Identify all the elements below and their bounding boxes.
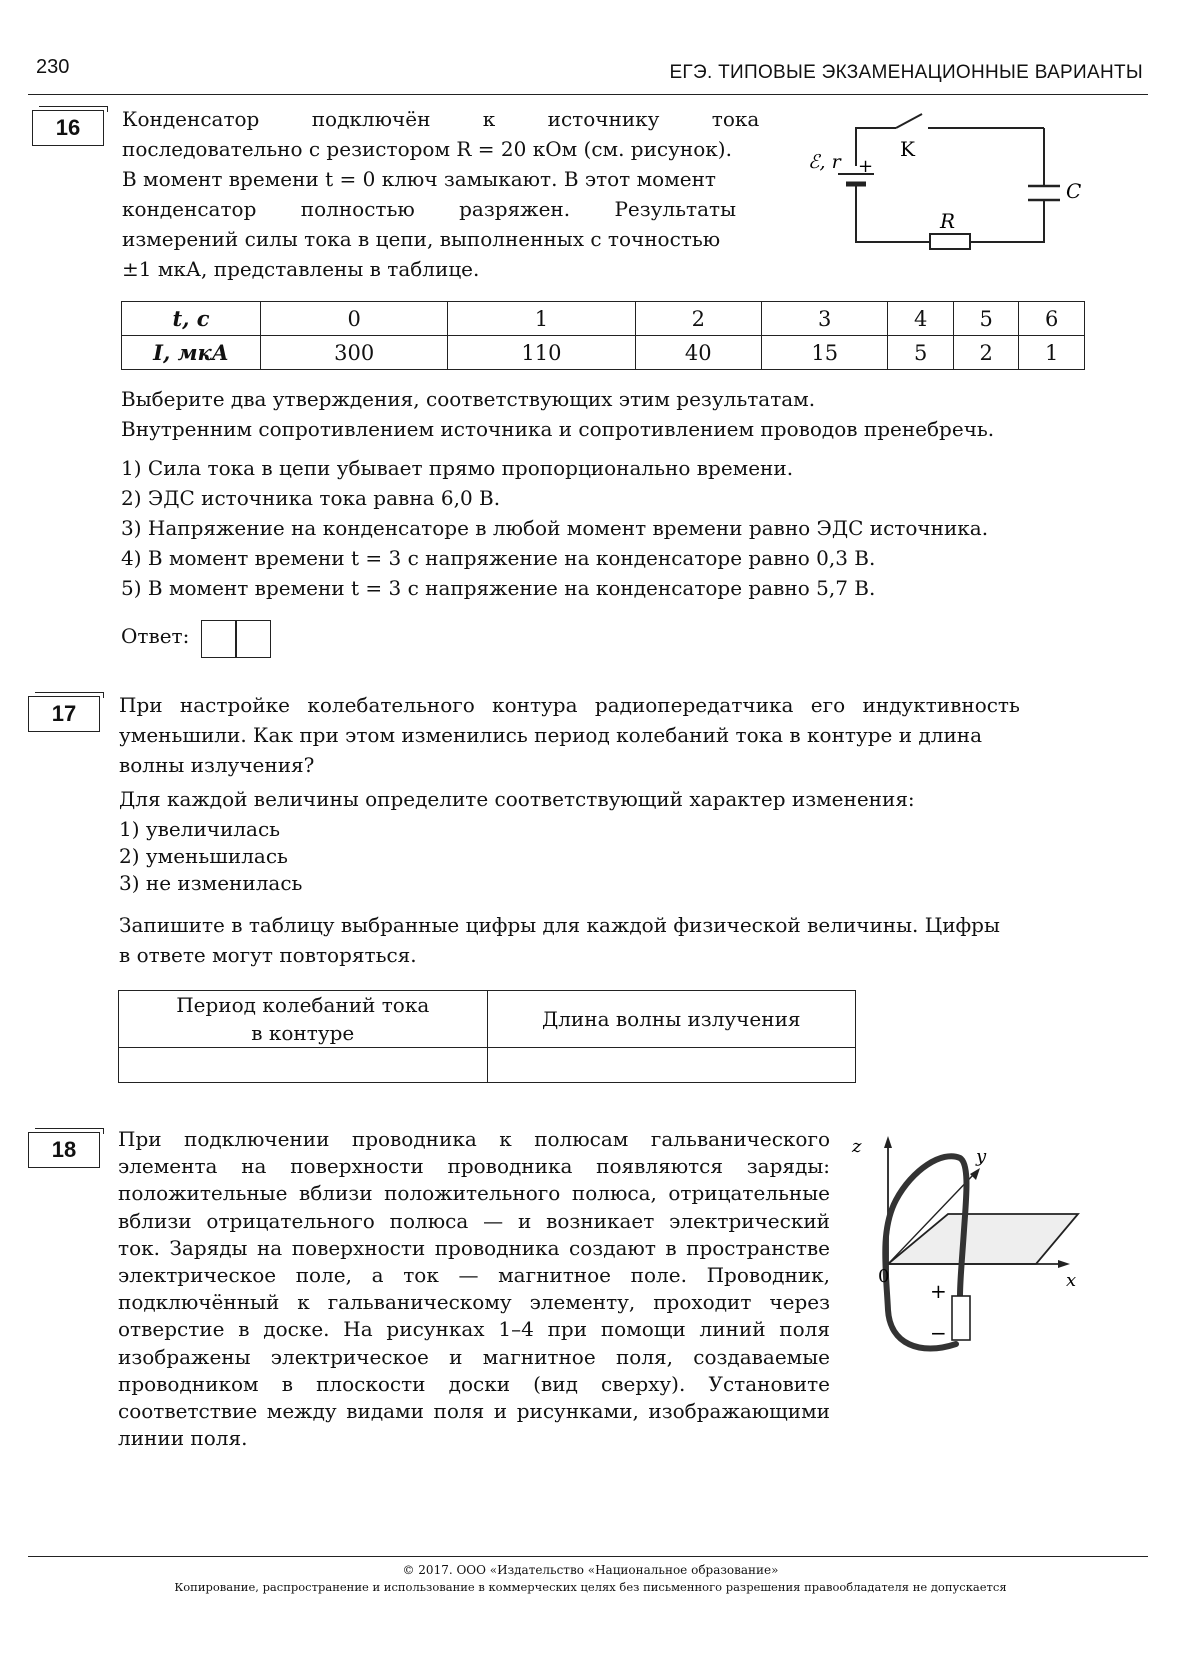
q16-line-4: конденсатор полностью разряжен. Результаты [122, 197, 736, 221]
table-cell: 1 [1019, 336, 1085, 370]
q16-line-5: измерений силы тока в цепи, выполненных с точностью [122, 227, 721, 251]
q16-line-2: последовательно с резистором R = 20 кОм (см. рисунок). [122, 137, 732, 161]
resistor-icon [930, 234, 970, 249]
origin-label: 0 [878, 1266, 890, 1287]
battery-plus-label: + [858, 156, 874, 177]
q18-line-3: положительные вблизи положительного полюса, отрицательные [118, 1181, 830, 1206]
table-row-time [122, 302, 1085, 336]
cell-minus-label: − [930, 1321, 947, 1345]
q18-line-5: ток. Заряды на поверхности проводника создают в пространстве [118, 1235, 830, 1260]
table-cell: 0 [261, 302, 448, 336]
q18-line-7: подключённый к гальваническому элементу, проходит через [118, 1290, 830, 1315]
q16-option-3: 3) Напряжение на конденсаторе в любой момент времени равно ЭДС источника. [121, 516, 989, 540]
capacitor-label: C [1066, 179, 1082, 203]
q17-write-line-2: в ответе могут повторяться. [119, 943, 417, 967]
table-cell: 5 [953, 302, 1019, 336]
q16-instruction-line-2: Внутренним сопротивлением источника и сопротивлением проводов пренебречь. [121, 417, 995, 441]
q16-option-5: 5) В момент времени t = 3 с напряжение на конденсаторе равно 5,7 В. [121, 576, 876, 600]
table-row-current [122, 336, 1085, 370]
switch-icon [896, 114, 922, 128]
q18-line-9: изображены электрическое и магнитное поля, создаваемые [118, 1344, 830, 1369]
table-cell: 15 [762, 336, 888, 370]
footer-notice: Копирование, распространение и использование в коммерческих целях без письменного разрешения правообладателя не допускается [174, 1580, 1007, 1594]
q16-option-1: 1) Сила тока в цепи убывает прямо пропорционально времени. [121, 456, 794, 480]
z-axis-label: z [852, 1136, 862, 1157]
cell-plus-label: + [930, 1279, 947, 1303]
table-row [119, 1048, 856, 1083]
resistor-label: R [940, 209, 956, 233]
table-cell: 110 [448, 336, 635, 370]
footer-divider [28, 1556, 1148, 1557]
question-18-number: 18 [28, 1132, 100, 1168]
q16-instruction [121, 384, 994, 444]
q17-write-instruction [119, 910, 1000, 970]
table-row [119, 991, 856, 1048]
q16-answer-label: Ответ: [121, 624, 190, 648]
q17-option-1: 1) увеличилась [119, 817, 281, 841]
q18-line-8: отверстие в доске. На рисунках 1–4 при помощи линий поля [118, 1317, 830, 1342]
circuit-diagram [800, 104, 1100, 264]
q17-answer-table [118, 990, 856, 1083]
footer-copyright: © 2017. ООО «Издательство «Национальное образование» [402, 1563, 779, 1577]
table-cell: 300 [261, 336, 448, 370]
question-17-text [119, 690, 1020, 780]
table-cell: 2 [635, 302, 761, 336]
emf-label: ℰ, r [808, 151, 841, 173]
q17-option-2: 2) уменьшилась [119, 844, 288, 868]
question-18-text [118, 1126, 830, 1452]
table-cell: 40 [635, 336, 761, 370]
q16-options [121, 453, 988, 603]
x-axis-label: x [1066, 1270, 1077, 1291]
board-plane [888, 1214, 1078, 1264]
table-cell: 3 [762, 302, 888, 336]
q17-column-period-line-1: Период колебаний тока [176, 993, 430, 1017]
q18-line-4: вблизи отрицательного полюса — и возникает электрический [118, 1208, 830, 1233]
question-16-number: 16 [32, 110, 104, 146]
table-cell: 1 [448, 302, 635, 336]
q17-column-period [119, 991, 488, 1048]
q16-line-1-text: Конденсатор подключён к источнику тока [122, 107, 760, 131]
key-label: K [900, 137, 915, 161]
q17-option-3: 3) не изменилась [119, 871, 303, 895]
q17-line-2: уменьшили. Как при этом изменились период колебаний тока в контуре и длина [119, 723, 983, 747]
q18-line-12: линии поля. [118, 1426, 248, 1451]
question-16-text [122, 104, 770, 284]
y-axis-label: y [976, 1146, 987, 1167]
q18-line-11: соответствие между видами поля и рисунками, изображающими [118, 1399, 830, 1424]
q17-line-1: При настройке колебательного контура радиопередатчика его индуктивность [119, 693, 1020, 717]
conductor-board-figure [850, 1130, 1150, 1410]
q16-instruction-line-1: Выберите два утверждения, соответствующих этим результатам. [121, 387, 816, 411]
table-cell: 2 [953, 336, 1019, 370]
q18-line-2: элемента на поверхности проводника появляются заряды: [118, 1154, 830, 1179]
q17-answer-wavelength-cell[interactable] [487, 1048, 856, 1083]
q16-answer-cell-2[interactable] [235, 620, 271, 658]
q17-column-wavelength: Длина волны излучения [487, 991, 856, 1048]
table-cell: 4 [888, 302, 954, 336]
q17-answer-period-cell[interactable] [119, 1048, 488, 1083]
header-divider [28, 94, 1148, 95]
q17-instruction: Для каждой величины определите соответствующий характер изменения: [119, 787, 915, 811]
q16-line-6: ±1 мкА, представлены в таблице. [122, 257, 480, 281]
q16-option-2: 2) ЭДС источника тока равна 6,0 В. [121, 486, 501, 510]
question-17-number: 17 [28, 696, 100, 732]
q16-answer-cell-1[interactable] [201, 620, 237, 658]
q16-option-4: 4) В момент времени t = 3 с напряжение на конденсаторе равно 0,3 В. [121, 546, 876, 570]
q16-line-3: В момент времени t = 0 ключ замыкают. В этот момент [122, 167, 716, 191]
q16-measurement-table [121, 301, 1085, 370]
q17-column-period-line-2: в контуре [251, 1021, 355, 1045]
q18-line-10: проводником в плоскости доски (вид сверху). Установите [118, 1371, 830, 1396]
page-number: 230 [36, 56, 70, 78]
galvanic-cell-icon [952, 1296, 970, 1340]
table-cell: 6 [1019, 302, 1085, 336]
table-header-time: t, с [122, 302, 261, 336]
q17-options [119, 816, 302, 897]
q18-line-1: При подключении проводника к полюсам гальванического [118, 1127, 830, 1151]
q16-line-1 [122, 104, 770, 134]
q17-write-line-1: Запишите в таблицу выбранные цифры для каждой физической величины. Цифры [119, 913, 1000, 937]
q17-line-3: волны излучения? [119, 753, 315, 777]
table-header-current: I, мкА [122, 336, 261, 370]
q18-line-6: электрическое поле, а ток — магнитное поле. Проводник, [118, 1263, 830, 1288]
page-header-title: ЕГЭ. ТИПОВЫЕ ЭКЗАМЕНАЦИОННЫЕ ВАРИАНТЫ [669, 62, 1143, 83]
table-cell: 5 [888, 336, 954, 370]
